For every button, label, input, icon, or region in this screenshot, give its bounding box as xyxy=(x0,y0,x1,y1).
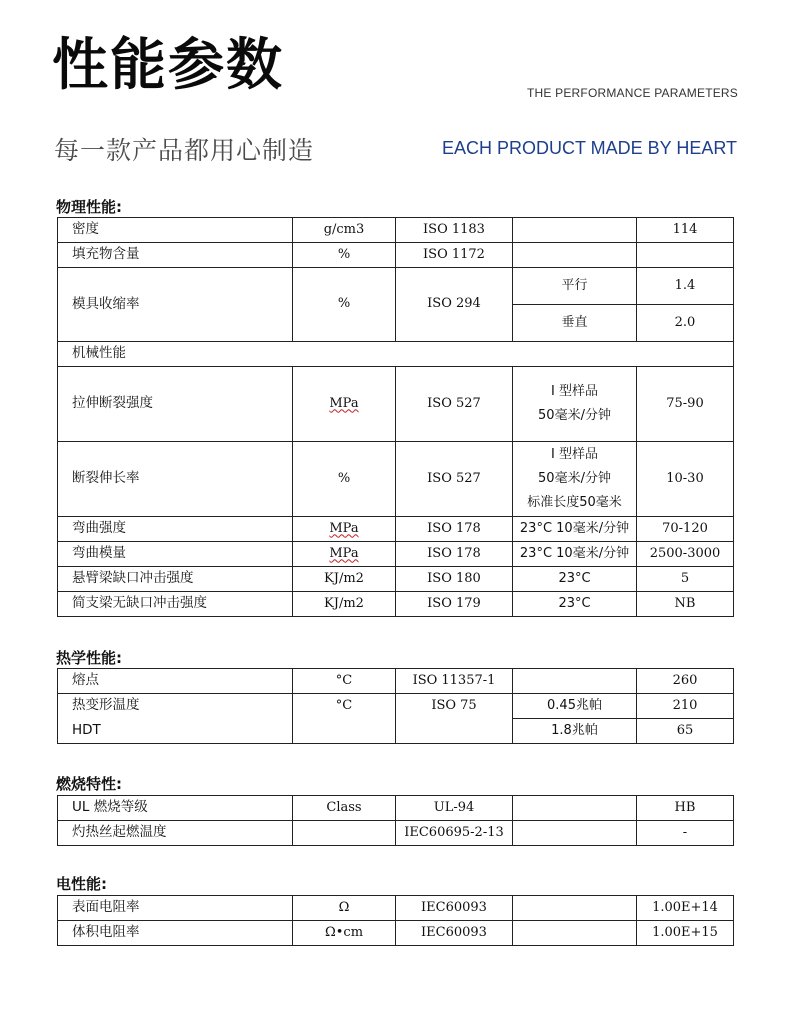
property-name: 表面电阻率 xyxy=(58,896,293,921)
property-name: 灼热丝起燃温度 xyxy=(58,821,293,846)
section-heading-electrical: 电性能: xyxy=(56,875,107,893)
property-condition xyxy=(513,442,637,517)
property-unit: KJ/m2 xyxy=(293,567,396,592)
property-value: 210 xyxy=(637,694,734,719)
property-condition xyxy=(513,218,637,243)
table-row xyxy=(58,896,734,921)
property-standard: ISO 75 xyxy=(396,694,513,719)
property-name: 悬臂梁缺口冲击强度 xyxy=(58,567,293,592)
table-row xyxy=(58,243,734,268)
table-row xyxy=(58,342,734,367)
property-value: 10-30 xyxy=(637,442,734,517)
physical-properties-table xyxy=(57,217,734,617)
property-condition: 平行 xyxy=(513,268,637,305)
property-standard: ISO 527 xyxy=(396,442,513,517)
property-value: 70-120 xyxy=(637,517,734,542)
property-name: 热变形温度 xyxy=(58,694,293,719)
property-unit: Ω xyxy=(293,896,396,921)
page-title-english: THE PERFORMANCE PARAMETERS xyxy=(527,86,738,100)
property-standard: ISO 527 xyxy=(396,367,513,442)
section-heading-flammability: 燃烧特性: xyxy=(56,775,122,793)
property-name: 拉伸断裂强度 xyxy=(58,367,293,442)
property-condition: 1.8兆帕 xyxy=(513,719,637,744)
section-heading-thermal: 热学性能: xyxy=(56,649,122,667)
table-row xyxy=(58,719,734,744)
property-name: 弯曲模量 xyxy=(58,542,293,567)
property-condition: 23°C 10毫米/分钟 xyxy=(513,542,637,567)
property-condition xyxy=(513,669,637,694)
property-name: 熔点 xyxy=(58,669,293,694)
flammability-table xyxy=(57,795,734,846)
property-unit: % xyxy=(293,268,396,342)
property-unit xyxy=(293,542,396,567)
property-condition xyxy=(513,243,637,268)
property-value: 1.4 xyxy=(637,268,734,305)
property-value: 1.00E+15 xyxy=(637,921,734,946)
table-row xyxy=(58,268,734,305)
property-name: 密度 xyxy=(58,218,293,243)
property-unit xyxy=(293,719,396,744)
property-standard: ISO 294 xyxy=(396,268,513,342)
table-row xyxy=(58,796,734,821)
table-row xyxy=(58,821,734,846)
property-value: - xyxy=(637,821,734,846)
electrical-properties-table xyxy=(57,895,734,946)
condition-line: 50毫米/分钟 xyxy=(538,471,611,486)
property-name-alt: HDT xyxy=(58,719,293,744)
table-row xyxy=(58,367,734,442)
property-standard xyxy=(396,719,513,744)
property-unit xyxy=(293,367,396,442)
property-value: 114 xyxy=(637,218,734,243)
slogan-english: EACH PRODUCT MADE BY HEART xyxy=(441,138,737,158)
property-condition xyxy=(513,367,637,442)
condition-line: 50毫米/分钟 xyxy=(538,408,611,423)
property-standard: ISO 11357-1 xyxy=(396,669,513,694)
table-row xyxy=(58,517,734,542)
property-unit: % xyxy=(293,442,396,517)
property-unit: g/cm3 xyxy=(293,218,396,243)
unit-text: MPa xyxy=(329,395,359,411)
condition-line: 标准长度50毫米 xyxy=(527,495,622,510)
property-name: 模具收缩率 xyxy=(58,268,293,342)
property-unit: Ω•cm xyxy=(293,921,396,946)
property-standard: IEC60093 xyxy=(396,896,513,921)
property-value: 2.0 xyxy=(637,305,734,342)
property-standard: ISO 178 xyxy=(396,542,513,567)
section-heading-physical: 物理性能: xyxy=(56,198,122,216)
property-value: 1.00E+14 xyxy=(637,896,734,921)
property-unit: KJ/m2 xyxy=(293,592,396,617)
property-value: HB xyxy=(637,796,734,821)
page-title: 性能参数 xyxy=(52,33,284,98)
table-row xyxy=(58,542,734,567)
property-value: NB xyxy=(637,592,734,617)
property-standard: ISO 1172 xyxy=(396,243,513,268)
unit-text: MPa xyxy=(329,545,359,561)
table-row xyxy=(58,921,734,946)
table-row xyxy=(58,218,734,243)
property-standard: IEC60093 xyxy=(396,921,513,946)
property-unit xyxy=(293,517,396,542)
property-name: 简支梁无缺口冲击强度 xyxy=(58,592,293,617)
slogan: 每一款产品都用心制造 xyxy=(54,136,315,165)
condition-line: I 型样品 xyxy=(551,447,598,462)
property-condition: 垂直 xyxy=(513,305,637,342)
property-unit: Class xyxy=(293,796,396,821)
property-condition: 23°C 10毫米/分钟 xyxy=(513,517,637,542)
property-standard: ISO 179 xyxy=(396,592,513,617)
subsection-heading-mechanical: 机械性能 xyxy=(58,342,734,367)
property-name: 断裂伸长率 xyxy=(58,442,293,517)
property-unit: °C xyxy=(293,694,396,719)
thermal-properties-table xyxy=(57,668,734,744)
property-condition xyxy=(513,921,637,946)
property-condition: 23°C xyxy=(513,592,637,617)
property-standard: UL-94 xyxy=(396,796,513,821)
property-condition xyxy=(513,896,637,921)
property-value xyxy=(637,243,734,268)
property-condition xyxy=(513,821,637,846)
property-unit xyxy=(293,821,396,846)
property-unit: °C xyxy=(293,669,396,694)
property-condition: 23°C xyxy=(513,567,637,592)
property-value: 65 xyxy=(637,719,734,744)
property-condition xyxy=(513,796,637,821)
property-value: 75-90 xyxy=(637,367,734,442)
property-name: 体积电阻率 xyxy=(58,921,293,946)
property-name: 弯曲强度 xyxy=(58,517,293,542)
table-row xyxy=(58,567,734,592)
property-standard: IEC60695-2-13 xyxy=(396,821,513,846)
table-row xyxy=(58,694,734,719)
property-value: 5 xyxy=(637,567,734,592)
property-value: 260 xyxy=(637,669,734,694)
property-unit: % xyxy=(293,243,396,268)
unit-text: MPa xyxy=(329,520,359,536)
table-row xyxy=(58,442,734,517)
property-value: 2500-3000 xyxy=(637,542,734,567)
property-standard: ISO 178 xyxy=(396,517,513,542)
property-standard: ISO 1183 xyxy=(396,218,513,243)
property-name: UL 燃烧等级 xyxy=(58,796,293,821)
condition-line: I 型样品 xyxy=(551,384,598,399)
property-condition: 0.45兆帕 xyxy=(513,694,637,719)
property-standard: ISO 180 xyxy=(396,567,513,592)
table-row xyxy=(58,669,734,694)
table-row xyxy=(58,592,734,617)
property-name: 填充物含量 xyxy=(58,243,293,268)
